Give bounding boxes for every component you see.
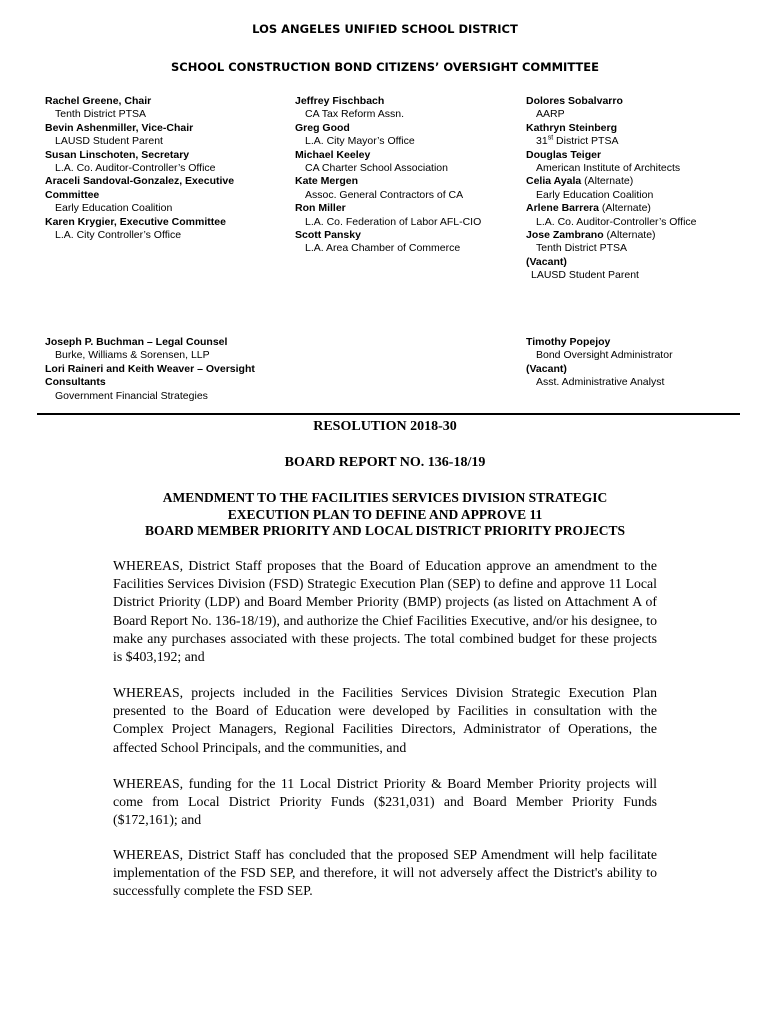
member-affiliation: L.A. Co. Federation of Labor AFL-CIO (305, 215, 482, 228)
staff-name: Joseph P. Buchman – Legal Counsel (45, 336, 228, 348)
member-line (526, 202, 697, 215)
members-column-1 (45, 95, 234, 242)
whereas-paragraph-1: WHEREAS, District Staff proposes that the Board of Education approve an amendment to the Facilities Services Division (FSD) Strategic Execution Plan (SEP) to define and approve 11 Local District Priority (LDP) and Board Member Priority (BMP) projects (as listed on Attachment A of Board Report No. 136-18/19), and authorize the Chief Facilities Executive, and/or his designee, to make any purchases associated with these projects. The total combined budget for these projects is $403,192; and (113, 558, 657, 665)
member-line (526, 175, 697, 188)
resolution-title-line: AMENDMENT TO THE FACILITIES SERVICES DIVISION STRATEGIC (162, 490, 608, 505)
member-affiliation: Assoc. General Contractors of CA (305, 188, 464, 201)
staff-affiliation: Asst. Administrative Analyst (536, 376, 665, 389)
member-name: Michael Keeley (295, 148, 371, 161)
member-name: Jose Zambrano (526, 229, 604, 242)
member-affiliation: LAUSD Student Parent (55, 135, 163, 148)
staff-affiliation: Burke, Williams & Sorensen, LLP (55, 349, 210, 362)
member-affiliation: L.A. Co. Auditor-Controller’s Office (55, 162, 216, 175)
alternate-label: (Alternate) (581, 175, 634, 188)
member-affiliation (526, 135, 697, 148)
member-name: Celia Ayala (526, 175, 582, 188)
member-name: Scott Pansky (295, 229, 361, 242)
member-affiliation: L.A. Area Chamber of Commerce (305, 242, 461, 255)
whereas-paragraph-4: WHEREAS, District Staff has concluded that the proposed SEP Amendment will help facilitate implementation of the FSD SEP, and therefore, it will not adversely affect the District's ability to successfully complete the FSD SEP. (113, 847, 657, 899)
member-name-continued: Committee (45, 188, 100, 201)
whereas-paragraph-2: WHEREAS, projects included in the Facilities Services Division Strategic Execution Plan presented to the Board of Education were developed by Facilities in consultation with the Complex Project Managers, Regional Facilities Directors, Administrator of Operations, the affected School Principals, and the communities, and (113, 685, 657, 755)
ordinal-suffix: st (547, 134, 554, 142)
resolution-title (100, 490, 670, 540)
member-affiliation: L.A. Co. Auditor-Controller’s Office (536, 215, 697, 228)
district-heading: LOS ANGELES UNIFIED SCHOOL DISTRICT (252, 22, 518, 36)
member-name: Susan Linschoten, Secretary (45, 148, 190, 161)
member-affiliation: Early Education Coalition (536, 188, 654, 201)
member-name: Ron Miller (295, 202, 346, 215)
staff-affiliation: Government Financial Strategies (55, 389, 208, 402)
staff-left (45, 336, 255, 403)
staff-name-continued: Consultants (45, 376, 106, 389)
member-name: Dolores Sobalvarro (526, 95, 623, 107)
member-affiliation: L.A. City Controller’s Office (55, 229, 182, 242)
members-column-3 (526, 95, 697, 283)
alternate-label: (Alternate) (603, 229, 656, 242)
member-affiliation: AARP (536, 108, 565, 121)
member-affiliation: CA Tax Reform Assn. (305, 108, 405, 121)
district-label: District PTSA (553, 135, 619, 148)
whereas-paragraph-3: WHEREAS, funding for the 11 Local District Priority & Board Member Priority projects will come from Local District Priority Funds ($231,031) and Board Member Priority Funds ($172,161); and (113, 776, 657, 828)
member-name: Arlene Barrera (526, 202, 599, 215)
resolution-title-line: EXECUTION PLAN TO DEFINE AND APPROVE 11 (227, 506, 543, 522)
member-affiliation: Early Education Coalition (55, 202, 173, 215)
member-name: Jeffrey Fischbach (295, 95, 385, 107)
member-affiliation: American Institute of Architects (536, 162, 681, 175)
alternate-label: (Alternate) (598, 202, 651, 215)
member-name: Araceli Sandoval-Gonzalez, Executive (45, 175, 235, 188)
staff-name: Lori Raineri and Keith Weaver – Oversight (45, 362, 255, 375)
resolution-number: RESOLUTION 2018-30 (313, 419, 457, 434)
member-name: Kate Mergen (295, 175, 359, 188)
member-line (526, 229, 697, 242)
resolution-title-line: BOARD MEMBER PRIORITY AND LOCAL DISTRICT PRIORITY PROJECTS (145, 523, 625, 538)
members-column-2 (295, 95, 481, 256)
header-divider (37, 413, 740, 415)
member-name: (Vacant) (526, 255, 567, 268)
member-name: Bevin Ashenmiller, Vice-Chair (45, 121, 194, 134)
board-report-number: BOARD REPORT NO. 136-18/19 (284, 455, 486, 470)
staff-name: (Vacant) (526, 362, 567, 375)
staff-affiliation: Bond Oversight Administrator (536, 349, 673, 362)
staff-name: Timothy Popejoy (526, 336, 611, 348)
member-affiliation: Tenth District PTSA (55, 108, 147, 121)
committee-heading: SCHOOL CONSTRUCTION BOND CITIZENS’ OVERSIGHT COMMITTEE (171, 60, 599, 74)
district-number: 31 (536, 135, 548, 148)
member-affiliation: LAUSD Student Parent (531, 269, 639, 282)
member-name: Karen Krygier, Executive Committee (45, 215, 226, 228)
member-affiliation: CA Charter School Association (305, 162, 448, 175)
member-name: Greg Good (295, 121, 350, 134)
member-name: Kathryn Steinberg (526, 121, 618, 134)
staff-right (526, 336, 673, 390)
member-affiliation: L.A. City Mayor’s Office (305, 135, 415, 148)
member-name: Rachel Greene, Chair (45, 95, 152, 107)
member-name: Douglas Teiger (526, 148, 602, 161)
member-affiliation: Tenth District PTSA (536, 242, 628, 255)
